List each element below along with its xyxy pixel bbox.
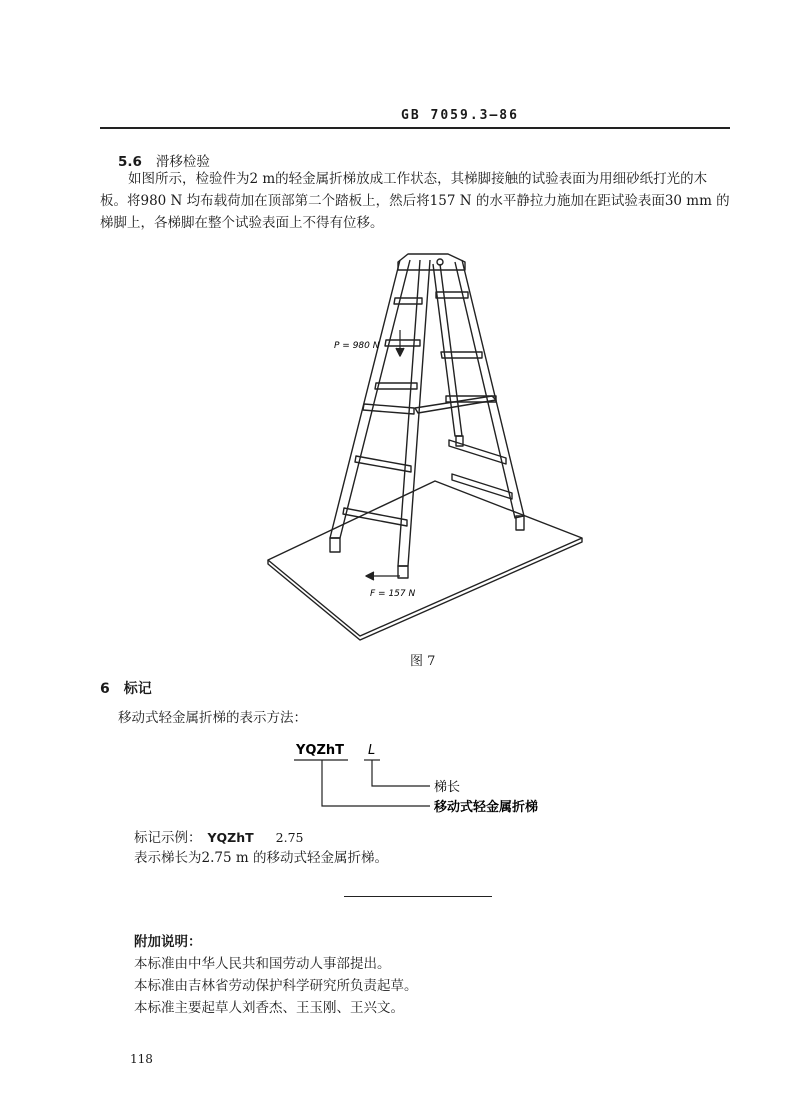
front-left-leg xyxy=(330,260,410,538)
example-code: YQZhT xyxy=(207,830,254,845)
example-label: 标记示例： xyxy=(134,830,202,846)
standard-code-header: GB 7059.3—86 xyxy=(401,108,519,123)
label-ladder-length: 梯长 xyxy=(434,780,461,795)
notation-variable: L xyxy=(368,743,376,758)
end-rule xyxy=(344,896,492,897)
spreader-bar xyxy=(415,396,496,413)
notes-title: 附加说明： xyxy=(134,934,202,950)
figure-caption: 图 7 xyxy=(410,654,436,669)
section-5-6-heading xyxy=(118,150,210,170)
section-title: 滑移检验 xyxy=(155,154,210,170)
load-label: P = 980 N xyxy=(334,341,380,351)
ladder-figure xyxy=(260,248,590,643)
rear-right-leg xyxy=(455,260,524,518)
page-number: 118 xyxy=(130,1052,153,1066)
label-ladder-type: 移动式轻金属折梯 xyxy=(434,800,539,815)
test-surface-board xyxy=(268,481,582,636)
section-number: 5.6 xyxy=(118,154,142,170)
marking-example xyxy=(134,826,304,846)
front-step-6 xyxy=(343,508,407,526)
section-number: 6 xyxy=(100,681,110,697)
force-label: F = 157 N xyxy=(370,589,416,599)
section-5-6-body: 如图所示，检验件为2 m的轻金属折梯放成工作状态，其梯脚接触的试验表面为用细砂纸打光的木板。将980 N 均布载荷加在顶部第二个踏板上，然后将157 N 的水平静拉力施加在距试验表面30 mm 的梯脚上，各梯脚在整个试验表面上不得有位移。 xyxy=(100,171,730,231)
header-rule xyxy=(100,127,730,129)
front-step-4 xyxy=(363,404,414,414)
front-step-5 xyxy=(355,456,411,472)
notation-intro: 移动式轻金属折梯的表示方法： xyxy=(118,710,307,726)
note-item: 本标准主要起草人刘香杰、王玉刚、王兴文。 xyxy=(134,1000,404,1016)
notation-diagram xyxy=(290,736,590,816)
example-value: 2.75 xyxy=(275,830,304,845)
notation-code: YQZhT xyxy=(296,743,345,758)
note-item: 本标准由中华人民共和国劳动人事部提出。 xyxy=(134,956,391,972)
note-item: 本标准由吉林省劳动保护科学研究所负责起草。 xyxy=(134,978,418,994)
section-title: 标记 xyxy=(123,681,152,697)
section-6-heading xyxy=(100,678,152,698)
example-meaning: 表示梯长为2.75 m 的移动式轻金属折梯。 xyxy=(134,850,388,866)
